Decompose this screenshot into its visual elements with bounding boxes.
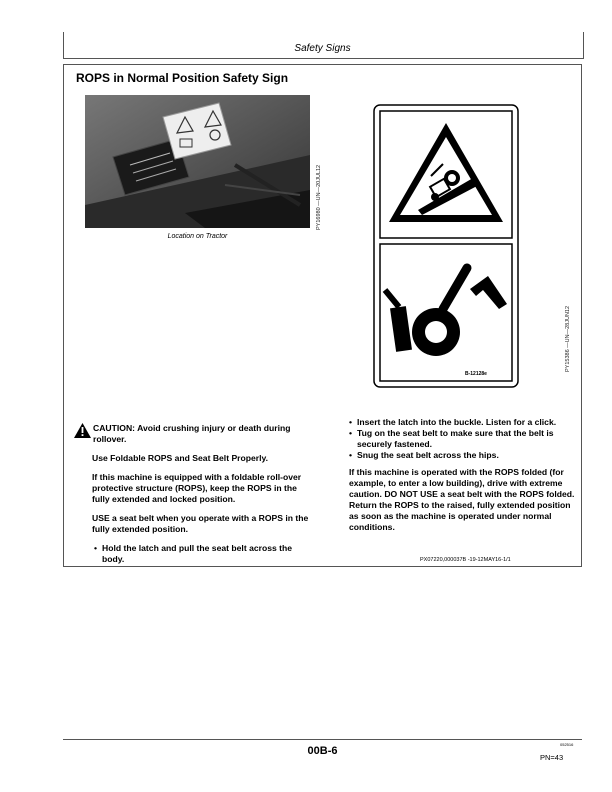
paragraph-1: Use Foldable ROPS and Seat Belt Properly. [92,453,269,463]
sign-code: B-12128e [465,371,487,377]
safety-sign-graphic [373,104,519,388]
bullet-item [349,417,575,428]
paragraph-2: If this machine is equipped with a foldable roll-over protective structure (ROPS), keep the ROPS in the fully extended and locked position. [92,472,302,504]
bullet-3-text: Tug on the seat belt to make sure that the belt is securely fastened. [357,428,554,449]
caution-icon [74,423,91,438]
header-title: Safety Signs [294,43,351,54]
bullet-item [94,543,314,565]
photo-caption: Location on Tractor [167,233,228,240]
photo-ref-code: PY16980 —UN—20JUL12 [316,164,322,230]
caution-text: CAUTION: Avoid crushing injury or death during rollover. [93,423,291,444]
rops-safety-sign [373,104,519,388]
tractor-photo [85,95,310,228]
left-column [74,423,314,565]
photo-illustration [85,95,310,228]
paragraph-4: If this machine is operated with the ROPS folded (for example, to enter a low building), drive with extreme caution. DO NOT USE a seat belt with the ROPS folded. Return the ROPS to the raised, fully extended position as soon as the machine is operated under normal conditions. [349,467,575,532]
caution-block [74,423,314,445]
document-ref-code: PX07220,000037B -19-12MAY16-1/1 [420,557,511,563]
section-title: ROPS in Normal Position Safety Sign [76,71,289,85]
bullet-dot: • [349,417,353,427]
bullet-2-text: Insert the latch into the buckle. Listen for a click. [357,417,557,427]
bullet-dot: • [349,450,353,460]
page-number: 00B-6 [307,745,338,757]
bullet-1-text: Hold the latch and pull the seat belt across the body. [102,543,293,564]
bullet-item [349,450,575,461]
right-column [349,417,575,533]
bullet-item [349,428,575,450]
bullet-dot: • [94,543,98,553]
bullet-dot: • [349,428,353,438]
bullet-4-text: Snug the seat belt across the hips. [357,450,499,460]
footer-date-code: 052516 [560,742,574,747]
pn-label: PN=43 [540,753,564,762]
footer-rule [63,739,582,740]
paragraph-3: USE a seat belt when you operate with a ROPS in the fully extended position. [92,513,309,534]
sign-ref-code: PY15386 —UN—28JUN12 [565,305,571,372]
